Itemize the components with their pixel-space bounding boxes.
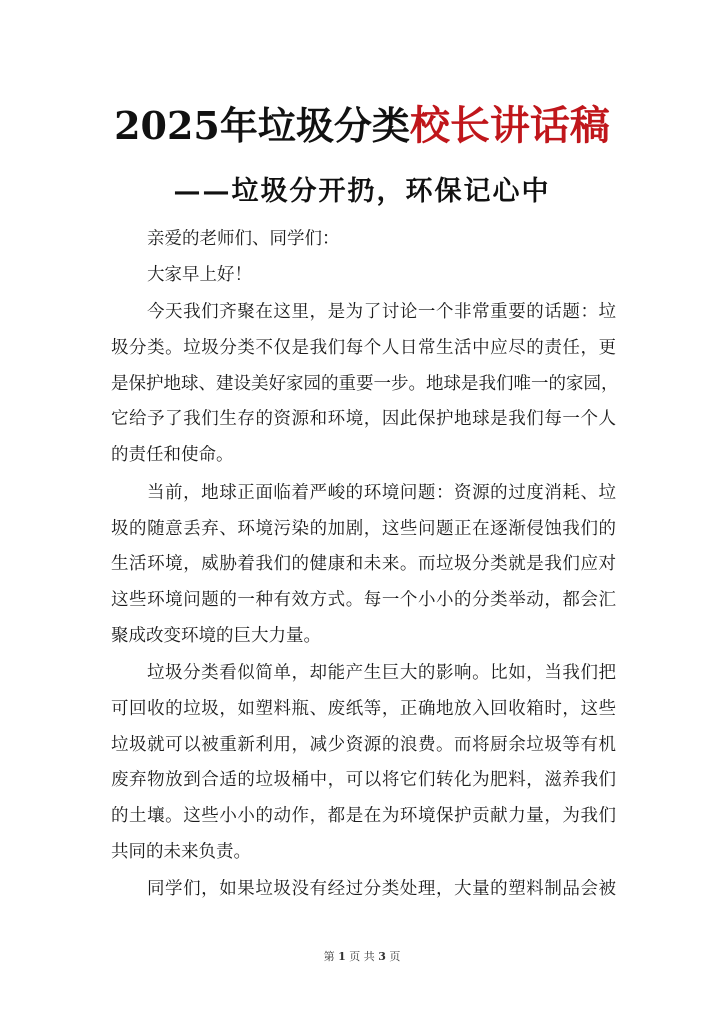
paragraph	[111, 476, 616, 654]
salutation-line: 大家早上好！	[147, 264, 252, 285]
paragraph-line: 它给予了我们生存的资源和环境，因此保护地球是我们每一个人	[111, 409, 616, 430]
paragraph-line: 圾分类。垃圾分类不仅是我们每个人日常生活中应尽的责任，更	[111, 338, 616, 359]
paragraph	[111, 295, 619, 473]
title-highlight: 校长讲话稿	[409, 102, 610, 149]
paragraph-line: 圾的随意丢弃、环境污染的加剧，这些问题正在逐渐侵蚀我们的	[111, 518, 616, 539]
paragraph	[111, 656, 616, 870]
footer-prefix: 第	[323, 950, 335, 963]
footer-page-number: 1	[338, 950, 346, 963]
footer-middle: 页 共	[349, 950, 375, 963]
paragraph-line: 可回收的垃圾，如塑料瓶、废纸等，正确地放入回收箱时，这些	[111, 698, 616, 719]
greeting-line: 亲爱的老师们、同学们：	[147, 229, 340, 249]
page-footer	[0, 948, 724, 964]
document-subtitle: ——垃圾分开扔，环保记心中	[173, 176, 551, 207]
paragraph-line: 这些环境问题的一种有效方式。每一个小小的分类举动，都会汇	[111, 589, 616, 610]
paragraph-line: 共同的未来负责。	[111, 841, 251, 862]
paragraph-line: 生活环境，威胁着我们的健康和未来。而垃圾分类就是我们应对	[111, 554, 616, 575]
title-main: 2025年垃圾分类	[114, 103, 410, 148]
paragraph-line: 垃圾就可以被重新利用，减少资源的浪费。而将厨余垃圾等有机	[111, 734, 616, 755]
footer-total-pages: 3	[378, 950, 386, 963]
paragraph-line: 今天我们齐聚在这里，是为了讨论一个非常重要的话题：垃	[147, 302, 616, 323]
footer-suffix: 页	[389, 950, 401, 963]
paragraph-line: 聚成改变环境的巨大力量。	[111, 625, 321, 646]
document-title	[0, 100, 724, 152]
paragraph-line: 当前，地球正面临着严峻的环境问题：资源的过度消耗、垃	[147, 482, 616, 503]
paragraph-line: 是保护地球、建设美好家园的重要一步。地球是我们唯一的家园，	[111, 373, 619, 394]
paragraph	[111, 872, 616, 908]
paragraph-line: 废弃物放到合适的垃圾桶中，可以将它们转化为肥料，滋养我们	[111, 770, 616, 791]
paragraph-line: 的责任和使命。	[111, 445, 234, 466]
document-body	[111, 222, 619, 908]
paragraph-line: 的土壤。这些小小的动作，都是在为环境保护贡献力量，为我们	[111, 806, 616, 826]
paragraph-line: 同学们，如果垃圾没有经过分类处理，大量的塑料制品会被	[147, 879, 616, 900]
paragraph-line: 垃圾分类看似简单，却能产生巨大的影响。比如，当我们把	[147, 663, 616, 684]
